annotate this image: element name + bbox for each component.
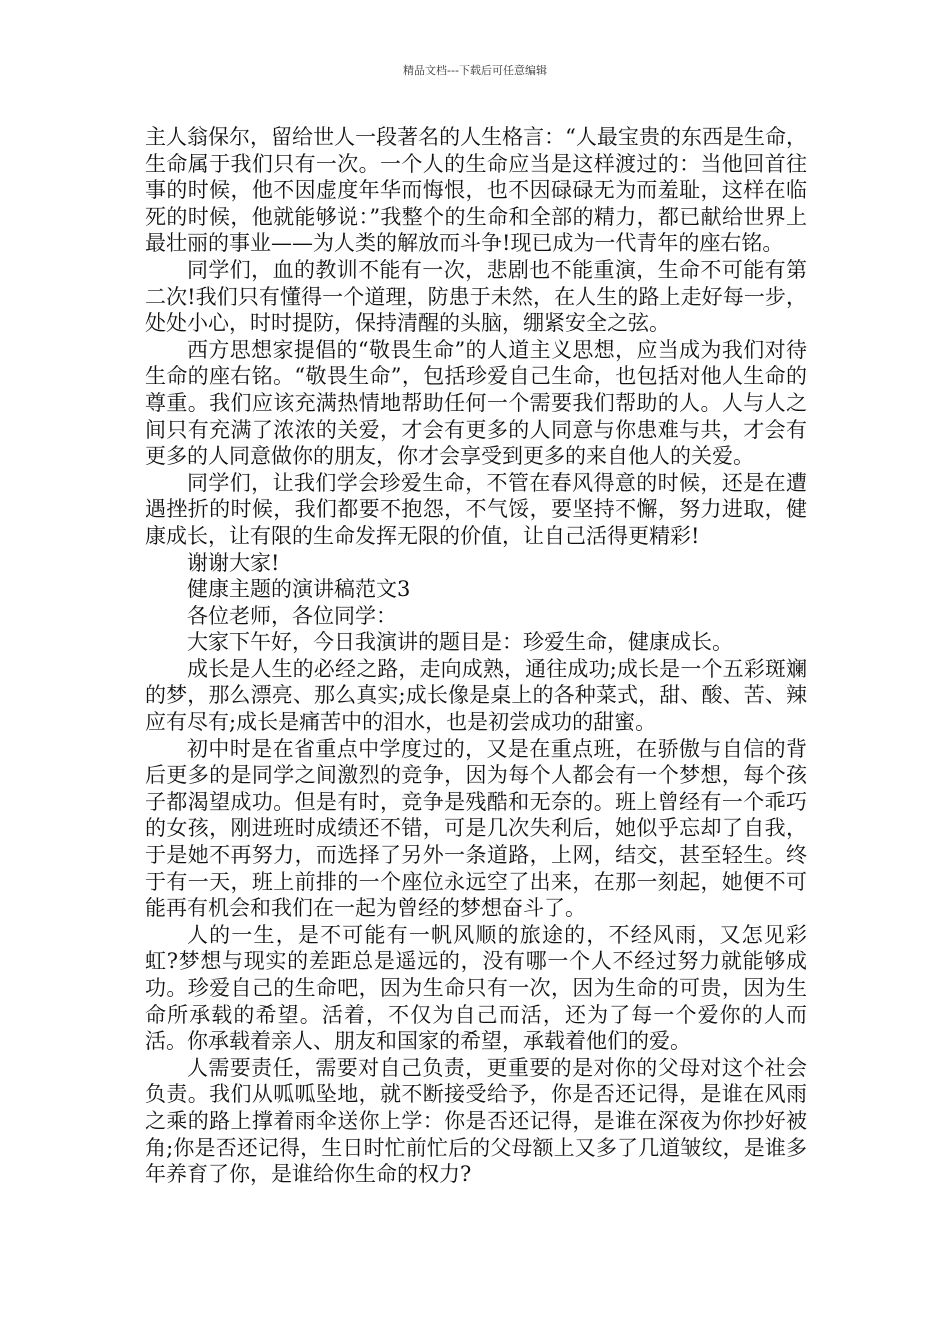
paragraph: 人需要责任，需要对自己负责，更重要的是对你的父母对这个社会负责。我们从呱呱坠地，就不断接受给予，你是否还记得，是谁在风雨之乘的路上撑着雨伞送你上学：你是否还记得，是谁在深夜为你抄好被角;你是否还记得，生日时忙前忙后的父母额上又多了几道皱纹，是谁多年养育了你，是谁给你生命的权力? xyxy=(145,1055,807,1187)
closing-line: 谢谢大家! xyxy=(187,550,280,575)
paragraph: 西方思想家提倡的“敬畏生命”的人道主义思想，应当成为我们对待生命的座右铭。“敬畏生命”，包括珍爱自己生命，也包括对他人生命的尊重。我们应该充满热情地帮助任何一个需要我们帮助的人。人与人之间只有充满了浓浓的关爱，才会有更多的人同意与你患难与共，才会有更多的人同意做你的朋友，你才会享受到更多的来自他人的关爱。 xyxy=(145,337,807,469)
paragraph: 大家下午好，今日我演讲的题目是：珍爱生命，健康成长。 xyxy=(187,630,733,655)
paragraph: 初中时是在省重点中学度过的，又是在重点班，在骄傲与自信的背后更多的是同学之间激烈的竞争，因为每个人都会有一个梦想，每个孩子都渴望成功。但是有时，竞争是残酷和无奈的。班上曾经有一个乖巧的女孩，刚进班时成绩还不错，可是几次失利后，她似乎忘却了自我，于是她不再努力，而选择了另外一条道路，上网，结交，甚至轻生。终于有一天，班上前排的一个座位永远空了出来，在那一刻起，她便不可能再有机会和我们在一起为曾经的梦想奋斗了。 xyxy=(145,736,807,921)
paragraph: 同学们，让我们学会珍爱生命，不管在春风得意的时候，还是在遭遇挫折的时候，我们都要不抱怨，不气馁，要坚持不懈，努力进取，健康成长，让有限的生命发挥无限的价值，让自己活得更精彩! xyxy=(145,470,807,548)
paragraph: 同学们，血的教训不能有一次，悲剧也不能重演，生命不可能有第二次!我们只有懂得一个道理，防患于未然，在人生的路上走好每一步，处处小心，时时提防，保持清醒的头脑，绷紧安全之弦。 xyxy=(145,257,807,336)
paragraph: 主人翁保尔，留给世人一段著名的人生格言：“人最宝贵的东西是生命，生命属于我们只有一次。一个人的生命应当是这样渡过的：当他回首往事的时候，他不因虚度年华而悔恨，也不因碌碌无为而羞耻，这样在临死的时候，他就能够说：”我整个的生命和全部的精力，都已献给世界上最壮丽的事业——为人类的解放而斗争!现已成为一代青年的座右铭。 xyxy=(145,125,807,256)
document-body xyxy=(145,124,807,1188)
salutation: 各位老师，各位同学： xyxy=(187,603,397,628)
page-header-note: 精品文档---下载后可任意编辑 xyxy=(403,64,547,77)
section-title: 健康主题的演讲稿范文3 xyxy=(187,577,411,602)
paragraph: 成长是人生的必经之路，走向成熟，通往成功;成长是一个五彩斑斓的梦，那么漂亮、那么真实;成长像是桌上的各种菜式，甜、酸、苦、辣应有尽有;成长是痛苦中的泪水，也是初尝成功的甜蜜。 xyxy=(145,656,807,735)
paragraph: 人的一生，是不可能有一帆风顺的旅途的，不经风雨，又怎见彩虹?梦想与现实的差距总是遥远的，没有哪一个人不经过努力就能够成功。珍爱自己的生命吧，因为生命只有一次，因为生命的可贵，因为生命所承载的希望。活着，不仅为自己而活，还为了每一个爱你的人而活。你承载着亲人、朋友和国家的希望，承载着他们的爱。 xyxy=(145,922,807,1054)
